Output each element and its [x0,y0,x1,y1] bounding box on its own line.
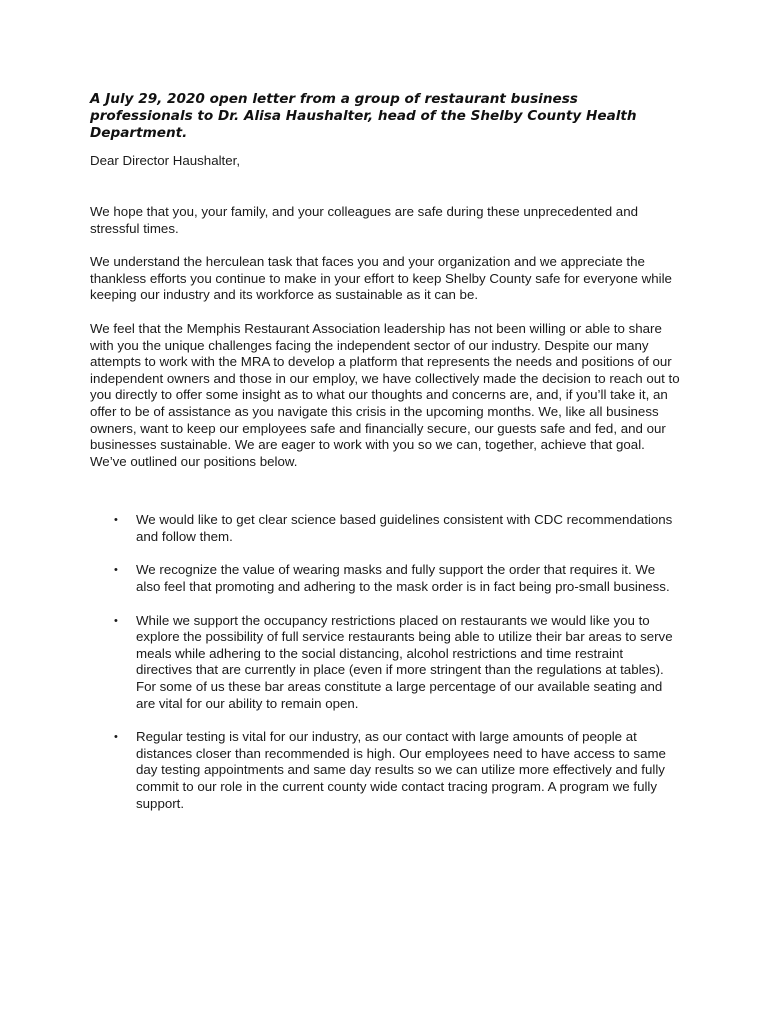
position-text: We recognize the value of wearing masks and fully support the order that requires it. We also feel that promoting and adhering to the mask order is in fact being pro-small business. [136,562,670,595]
bullet-icon: • [114,564,118,577]
letter-paragraph: We feel that the Memphis Restaurant Association leadership has not been willing or able to share with you the unique challenges facing the independent sector of our industry. Despite our many attempts to work with the MRA to develop a platform that represents the needs and positions of our independent owners and those in our employ, we have collectively made the decision to reach out to you directly to offer some insight as to what our thoughts and concerns are, and, if you’ll take it, an offer to be of assistance as you navigate this crisis in the upcoming months. We, like all business owners, want to keep our employees safe and financially secure, our guests safe and fed, and our businesses sustainable. We are eager to work with you so we can, together, achieve that goal. We’ve outlined our positions below. [90,320,680,469]
list-item [90,729,680,812]
bullet-icon: • [114,514,118,527]
list-item [90,562,680,595]
open-letter [90,91,680,829]
positions-list [90,512,680,812]
letter-intro: A July 29, 2020 open letter from a group of restaurant business professionals to Dr. Alisa Haushalter, head of the Shelby County Health Department. [90,91,637,141]
list-item [90,613,680,713]
position-text: Regular testing is vital for our industry, as our contact with large amounts of people at distances closer than recommended is high. Our employees need to have access to same day testing appointments and same day results so we can utilize more effectively and fully commit to our role in the current county wide contact tracing program. A program we fully support. [136,729,666,811]
letter-salutation: Dear Director Haushalter, [90,153,241,169]
bullet-icon: • [114,614,118,627]
position-text: While we support the occupancy restrictions placed on restaurants we would like you to explore the possibility of full service restaurants being able to utilize their bar areas to serve meals while adhering to the social distancing, alcohol restrictions and time restraint directives that are currently in place (even if more stringent than the regulations at tables). For some of us these bar areas constitute a large percentage of our available seating and are vital for our ability to remain open. [136,612,673,711]
letter-paragraph: We understand the herculean task that faces you and your organization and we appreciate the thankless efforts you continue to make in your effort to keep Shelby County safe for everyone while keeping our industry and its workforce as sustainable as it can be. [90,254,672,303]
letter-paragraph: We hope that you, your family, and your colleagues are safe during these unprecedented and stressful times. [90,203,638,236]
position-text: We would like to get clear science based guidelines consistent with CDC recommendations and follow them. [136,512,673,544]
list-item [90,512,680,545]
bullet-icon: • [114,731,118,744]
